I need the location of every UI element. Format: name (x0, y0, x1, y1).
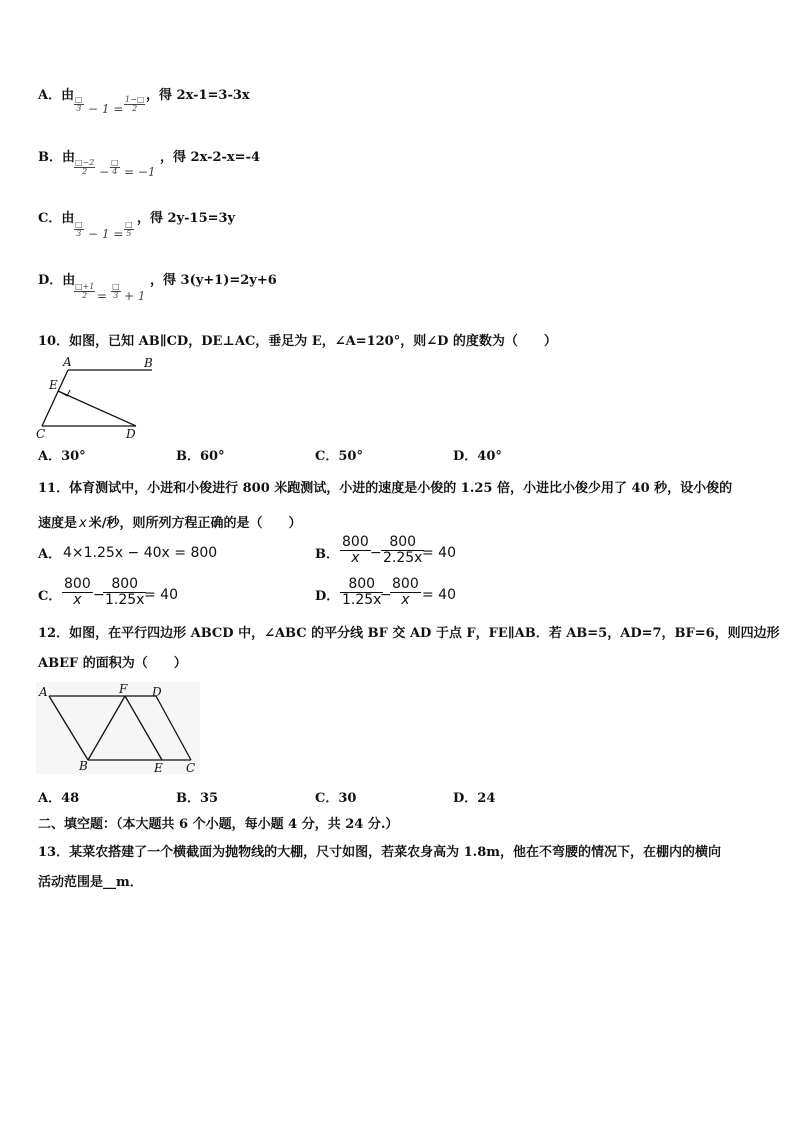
q9-b-frac2: □ 4 (111, 158, 119, 176)
q11-a-expr: 4×1.25x − 40x = 800 (63, 545, 218, 561)
q11-variable-x: x (79, 516, 87, 531)
q9-c-result: ，得 2y-15=3y (137, 211, 236, 226)
q12-option-d: D．24 (453, 791, 496, 806)
q11-c-frac2: $\frac{800}{1.25x}$ (105, 576, 145, 609)
q11-d-frac2: $\frac{800}{x}$ (392, 576, 419, 609)
q11-b-frac1: $\frac{800}{x}$ (342, 534, 369, 567)
q11-c-minus: − (93, 587, 105, 603)
q10-label-d: D (126, 427, 136, 441)
q10-label-c: C (36, 427, 46, 441)
q9-b-mid: − (99, 165, 110, 179)
q12-figure (36, 682, 202, 776)
q10-option-c: C．50° (315, 449, 363, 464)
q11-stem-part1: 速度是 (38, 516, 78, 531)
q11-a-label: A． (38, 547, 62, 562)
q12-label-e: E (154, 761, 163, 775)
q9-b-tail: = −1 (124, 165, 156, 179)
q9-a-frac1: □ 3 (75, 95, 83, 113)
q10-option-b: B．60° (176, 449, 225, 464)
q9-b-result: ，得 2x-2-x=-4 (160, 150, 261, 165)
section-2-header: 二、填空题：（本大题共 6 个小题，每小题 4 分，共 24 分.） (38, 817, 399, 832)
q9-d-frac1: $\frac{□+1}{2}$ (75, 282, 95, 300)
q11-d-label: D． (315, 589, 340, 604)
q9-d-result: ，得 3(y+1)=2y+6 (150, 273, 277, 288)
q13-stem-line1: 13．某菜农搭建了一个横截面为抛物线的大棚，尺寸如图，若菜农身高为 1.8m，他在不弯腰的情况下，在棚内的横向 (38, 845, 721, 860)
q12-option-c: C．30 (315, 791, 357, 806)
q11-d-rhs: = 40 (422, 587, 456, 603)
q12-stem-line1: 12．如图，在平行四边形 ABCD 中，∠ABC 的平分线 BF 交 AD 于点 F，FE∥AB．若 AB=5，AD=7，BF=6，则四边形 (38, 626, 780, 641)
q12-label-f: F (119, 682, 128, 696)
q11-stem-part2: 米/秒，则所列方程正确的是（ ） (88, 516, 302, 531)
q12-stem-line2: ABEF 的面积为（ ） (38, 656, 187, 671)
q12-option-b: B．35 (176, 791, 219, 806)
q11-d-minus: − (380, 587, 392, 603)
q10-label-b: B (144, 356, 153, 370)
q11-c-rhs: = 40 (144, 587, 178, 603)
q9-d-label: D．由 (38, 273, 76, 288)
q10-label-a: A (63, 355, 72, 369)
q12-label-c: C (186, 761, 196, 775)
q11-stem-line2 (38, 512, 301, 531)
q12-label-a: A (39, 685, 48, 699)
q9-a-label: A．由 (38, 88, 75, 103)
q11-b-rhs: = 40 (422, 545, 456, 561)
q9-a-mid: − 1 = (88, 102, 124, 116)
q12-label-d: D (152, 685, 162, 699)
q10-label-e: E (49, 378, 58, 392)
q11-b-label: B． (315, 547, 339, 562)
q13-stem-line2: 活动范围是__m． (38, 875, 143, 890)
q9-b-label: B．由 (38, 150, 75, 165)
q9-c-frac1: □ 3 (75, 220, 83, 238)
q10-line-de (58, 391, 136, 426)
q10-option-d: D．40° (453, 449, 502, 464)
q11-stem-line1: 11．体育测试中，小进和小俊进行 800 米跑测试，小进的速度是小俊的 1.25 倍，小进比小俊少用了 40 秒，设小俊的 (38, 481, 733, 496)
q12-label-b: B (79, 759, 88, 773)
q10-figure (30, 354, 170, 444)
q11-c-frac1: $\frac{800}{x}$ (64, 576, 91, 609)
q9-d-frac2: □ 3 (112, 282, 120, 300)
q9-c-label: C．由 (38, 211, 75, 226)
q9-b-frac1: $\frac{□-2}{2}$ (75, 158, 95, 176)
q9-c-mid: − 1 = (88, 227, 124, 241)
q12-option-a: A．48 (38, 791, 80, 806)
q11-c-label: C． (38, 589, 62, 604)
q10-stem: 10．如图，已知 AB∥CD，DE⊥AC，垂足为 E，∠A=120°，则∠D 的度数为（ ） (38, 334, 557, 349)
q9-c-frac2: □ 5 (125, 220, 133, 238)
q11-b-frac2: $\frac{800}{2.25x}$ (383, 534, 423, 567)
q10-option-a: A．30° (38, 449, 86, 464)
q11-b-minus: − (370, 545, 382, 561)
q9-a-frac2: $\frac{1-□}{2}$ (125, 95, 145, 113)
q9-d-tail: + 1 (124, 289, 146, 303)
q9-a-result: ，得 2x-1=3-3x (146, 88, 250, 103)
q11-d-frac1: $\frac{800}{1.25x}$ (342, 576, 382, 609)
q9-d-mid: = (97, 289, 108, 303)
